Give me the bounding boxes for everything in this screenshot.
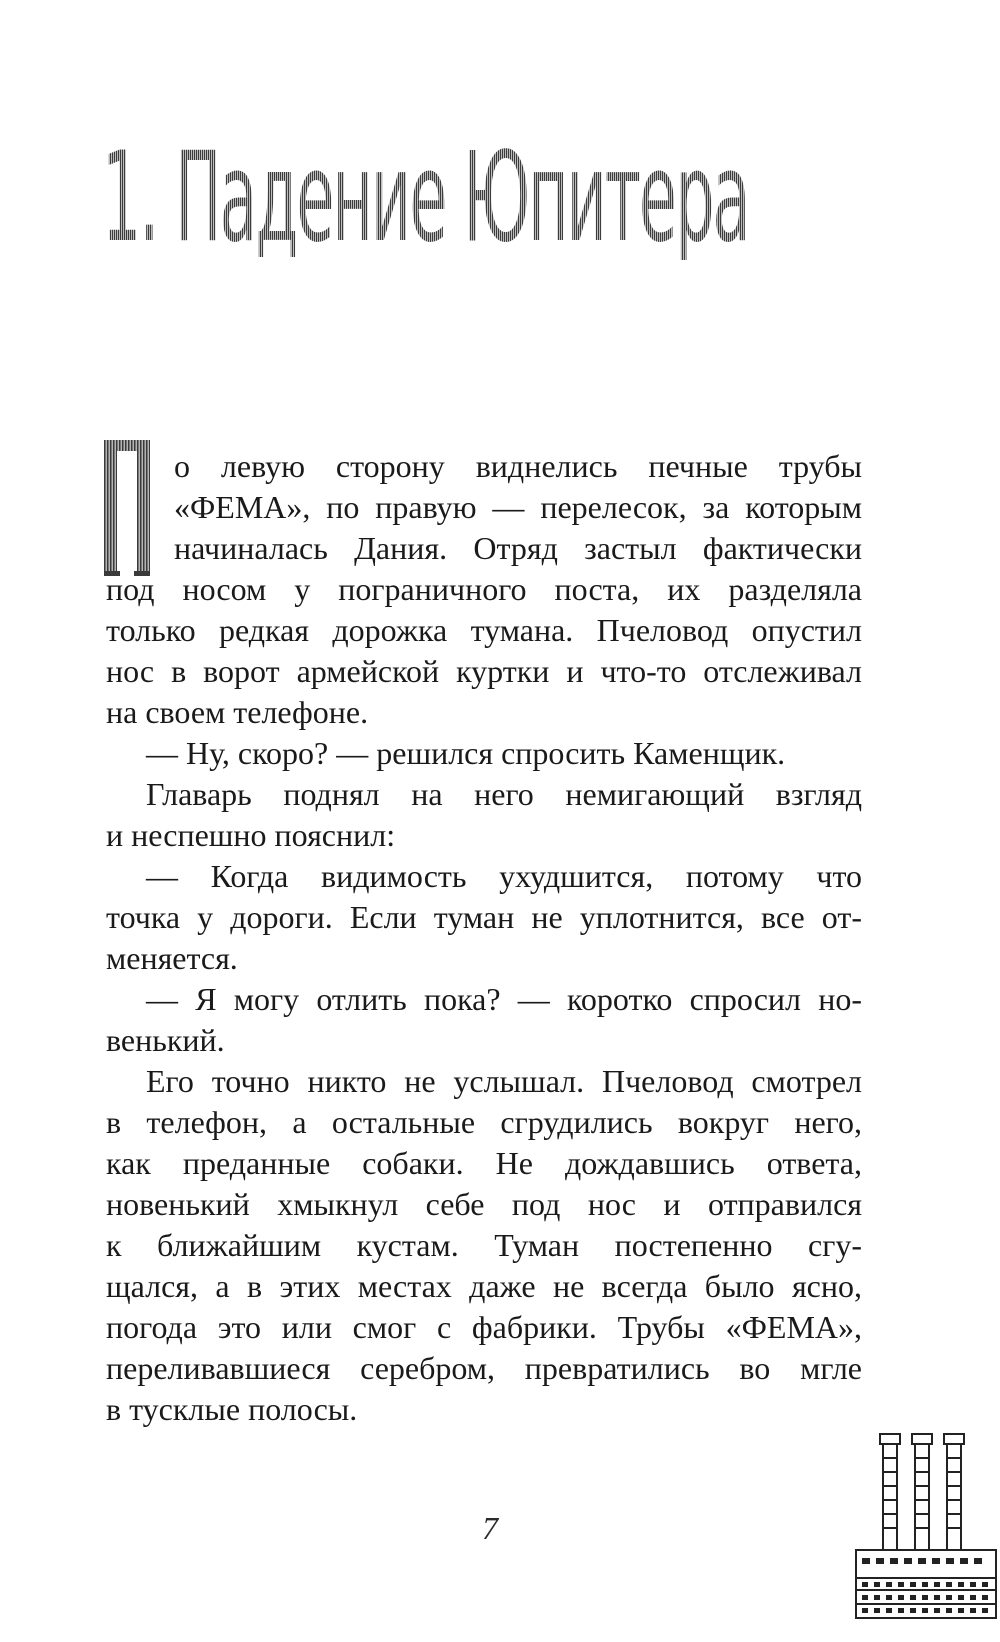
text-line: щался, а в этих местах даже не всегда было ясно, (106, 1268, 862, 1304)
text-line: как преданные собаки. Не дождавшись ответа, (106, 1145, 862, 1181)
page-number: 7 (482, 1510, 498, 1546)
text-line: — Когда видимость ухудшится, потому что (146, 858, 862, 894)
text-line: погода это или смог с фабрики. Трубы «ФЕМА», (106, 1309, 862, 1345)
text-line: только редкая дорожка тумана. Пчеловод опустил (106, 612, 862, 648)
text-line: в тусклые полосы. (106, 1391, 358, 1427)
chapter-title: 1. Падение Юпитера (102, 126, 749, 270)
text-line: — Я могу отлить пока? — коротко спросил но- (146, 981, 862, 1017)
text-line: к ближайшим кустам. Туман постепенно сгу- (106, 1227, 862, 1263)
text-line: Главарь поднял на него немигающий взгляд (146, 776, 862, 812)
text-line: меняется. (106, 940, 238, 976)
text-line: о левую сторону виднелись печные трубы (174, 448, 862, 484)
text-line: венький. (106, 1022, 225, 1058)
text-line: Его точно никто не услышал. Пчеловод смотрел (146, 1063, 862, 1099)
chapter-body-text (106, 446, 862, 1430)
text-line: «ФЕМА», по правую — перелесок, за которым (174, 489, 862, 525)
text-line: и неспешно пояснил: (106, 817, 396, 853)
text-line: переливавшиеся серебром, превратились во мгле (106, 1350, 862, 1386)
text-line: начиналась Дания. Отряд застыл фактически (174, 530, 862, 566)
text-line: — Ну, скоро? — решился спросить Каменщик. (146, 735, 786, 771)
text-line: под носом у пограничного поста, их разделяла (106, 571, 862, 607)
text-line: на своем телефоне. (106, 694, 369, 730)
text-line: в телефон, а остальные сгрудились вокруг него, (106, 1104, 862, 1140)
text-line: нос в ворот армейской куртки и что-то отслеживал (106, 653, 862, 689)
text-line: новенький хмыкнул себе под нос и отправился (106, 1186, 862, 1222)
factory-chimneys-icon (852, 1428, 1000, 1642)
text-line: точка у дороги. Если туман не уплотнится, все от- (106, 899, 862, 935)
